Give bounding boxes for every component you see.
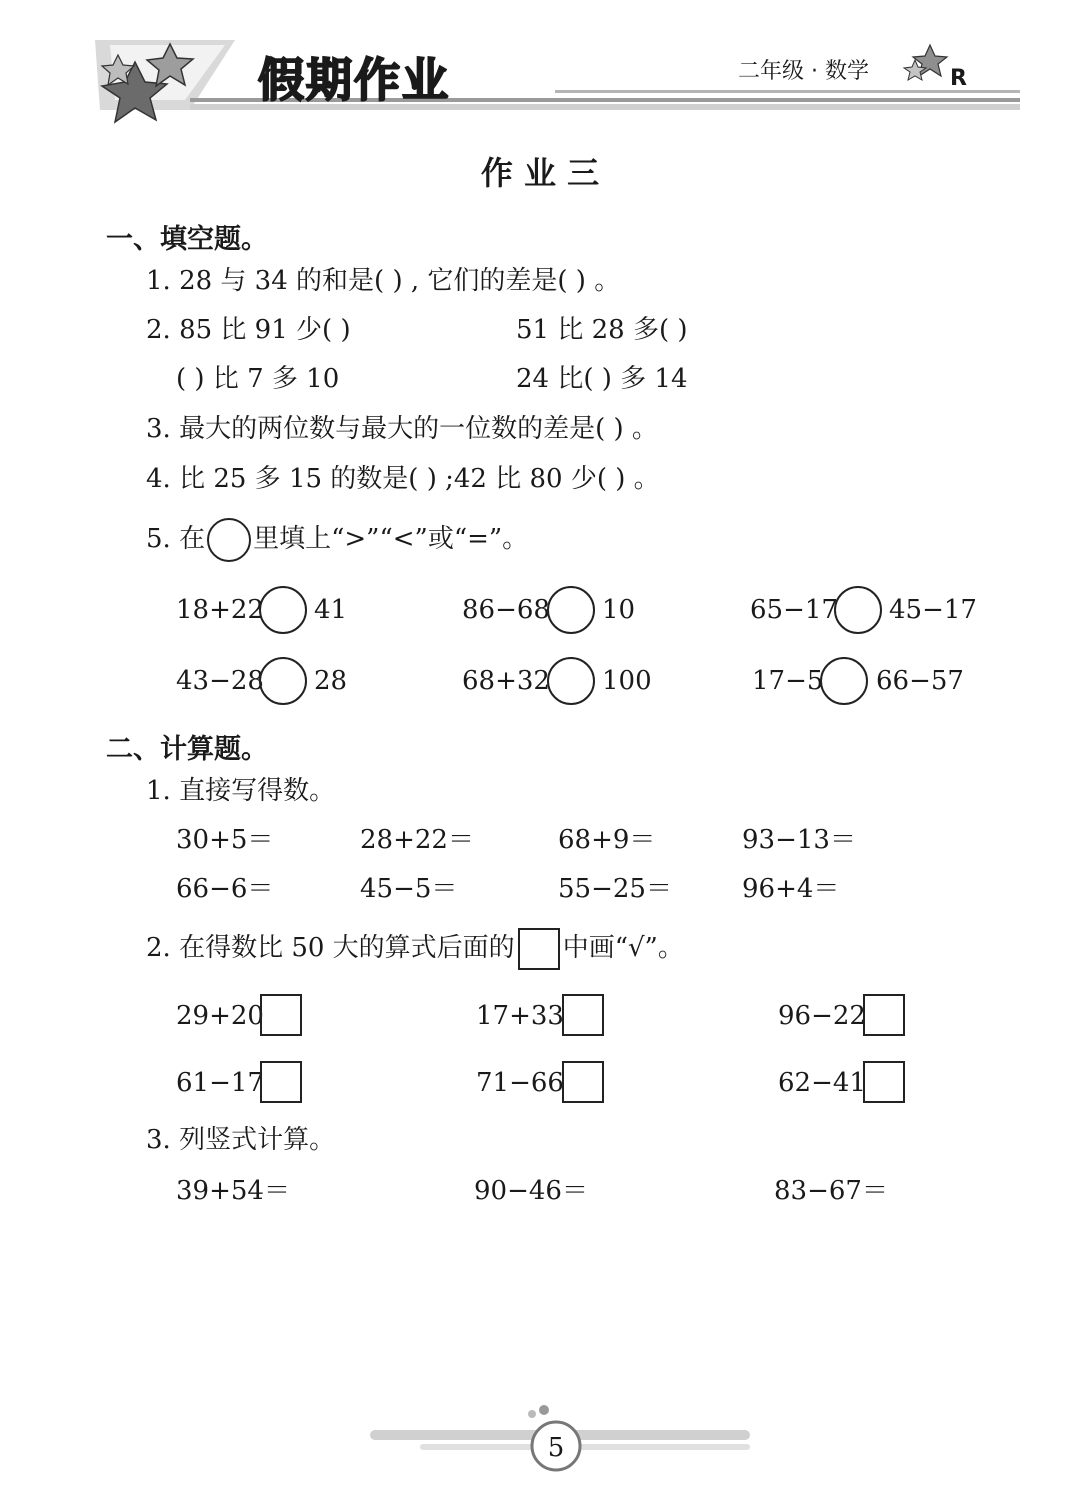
direct-calc-item: 30+5＝: [176, 825, 274, 855]
part-1-title: 1. 直接写得数。: [146, 776, 336, 806]
direct-calc-item: 66−6＝: [176, 874, 274, 904]
question-3: 3. 最大的两位数与最大的一位数的差是( ) 。: [146, 414, 658, 444]
check-expression: 17+33: [476, 1001, 564, 1031]
sample-checkbox-icon: [518, 928, 560, 970]
assignment-title: 作 业 三: [480, 154, 600, 192]
answer-checkbox[interactable]: [260, 1061, 302, 1103]
compare-left: 18+22: [176, 595, 264, 625]
compare-answer-circle[interactable]: [547, 586, 595, 634]
question-4: 4. 比 25 多 15 的数是( ) ;42 比 80 少( ) 。: [146, 464, 660, 494]
direct-calc-item: 93−13＝: [742, 825, 856, 855]
direct-calc-item: 45−5＝: [360, 874, 458, 904]
compare-right: 41: [314, 595, 348, 625]
check-expression: 96−22: [778, 1001, 866, 1031]
vertical-calc-item: 90−46＝: [474, 1176, 588, 1206]
direct-calc-item: 55−25＝: [558, 874, 672, 904]
compare-answer-circle[interactable]: [259, 586, 307, 634]
section-fill-blank-title: 一、填空题。: [106, 224, 268, 255]
question-2d: 24 比( ) 多 14: [516, 364, 688, 394]
question-2c: ( ) 比 7 多 10: [176, 364, 340, 394]
answer-checkbox[interactable]: [562, 1061, 604, 1103]
question-2b: 51 比 28 多( ): [516, 315, 688, 345]
question-5-suffix: 里填上“>”“<”或“=”。: [253, 524, 529, 554]
compare-left: 68+32: [462, 666, 550, 696]
answer-checkbox[interactable]: [562, 994, 604, 1036]
compare-right: 28: [314, 666, 348, 696]
compare-answer-circle[interactable]: [547, 657, 595, 705]
edition-label: R: [950, 66, 967, 91]
page-number: 5: [547, 1433, 565, 1463]
direct-calc-item: 28+22＝: [360, 825, 474, 855]
compare-right: 66−57: [876, 666, 964, 696]
section-calculation-title: 二、计算题。: [106, 734, 268, 765]
check-expression: 29+20: [176, 1001, 264, 1031]
check-expression: 71−66: [476, 1068, 564, 1098]
compare-answer-circle[interactable]: [820, 657, 868, 705]
compare-left: 65−17: [750, 595, 838, 625]
check-expression: 62−41: [778, 1068, 866, 1098]
sample-circle-icon: [207, 518, 251, 562]
part-3-title: 3. 列竖式计算。: [146, 1125, 336, 1155]
compare-left: 86−68: [462, 595, 550, 625]
compare-answer-circle[interactable]: [259, 657, 307, 705]
question-5-prefix: 5. 在: [146, 524, 206, 554]
header-decoration: [0, 0, 1080, 140]
header-title: 假期作业: [258, 53, 450, 107]
vertical-calc-item: 83−67＝: [774, 1176, 888, 1206]
part-2-prefix: 2. 在得数比 50 大的算式后面的: [146, 933, 515, 963]
direct-calc-item: 68+9＝: [558, 825, 656, 855]
answer-checkbox[interactable]: [260, 994, 302, 1036]
answer-checkbox[interactable]: [863, 994, 905, 1036]
question-1: 1. 28 与 34 的和是( ) , 它们的差是( ) 。: [146, 266, 621, 296]
question-5: [146, 518, 528, 562]
compare-left: 17−5: [752, 666, 824, 696]
answer-checkbox[interactable]: [863, 1061, 905, 1103]
compare-right: 45−17: [889, 595, 977, 625]
compare-left: 43−28: [176, 666, 264, 696]
part-2-suffix: 中画“√”。: [562, 933, 684, 963]
part-2-title: [146, 928, 684, 970]
vertical-calc-item: 39+54＝: [176, 1176, 290, 1206]
grade-subject-label: 二年级 · 数学: [738, 59, 869, 84]
direct-calc-item: 96+4＝: [742, 874, 840, 904]
compare-right: 100: [602, 666, 652, 696]
check-expression: 61−17: [176, 1068, 264, 1098]
question-2a: 2. 85 比 91 少( ): [146, 315, 351, 345]
compare-right: 10: [602, 595, 636, 625]
compare-answer-circle[interactable]: [834, 586, 882, 634]
